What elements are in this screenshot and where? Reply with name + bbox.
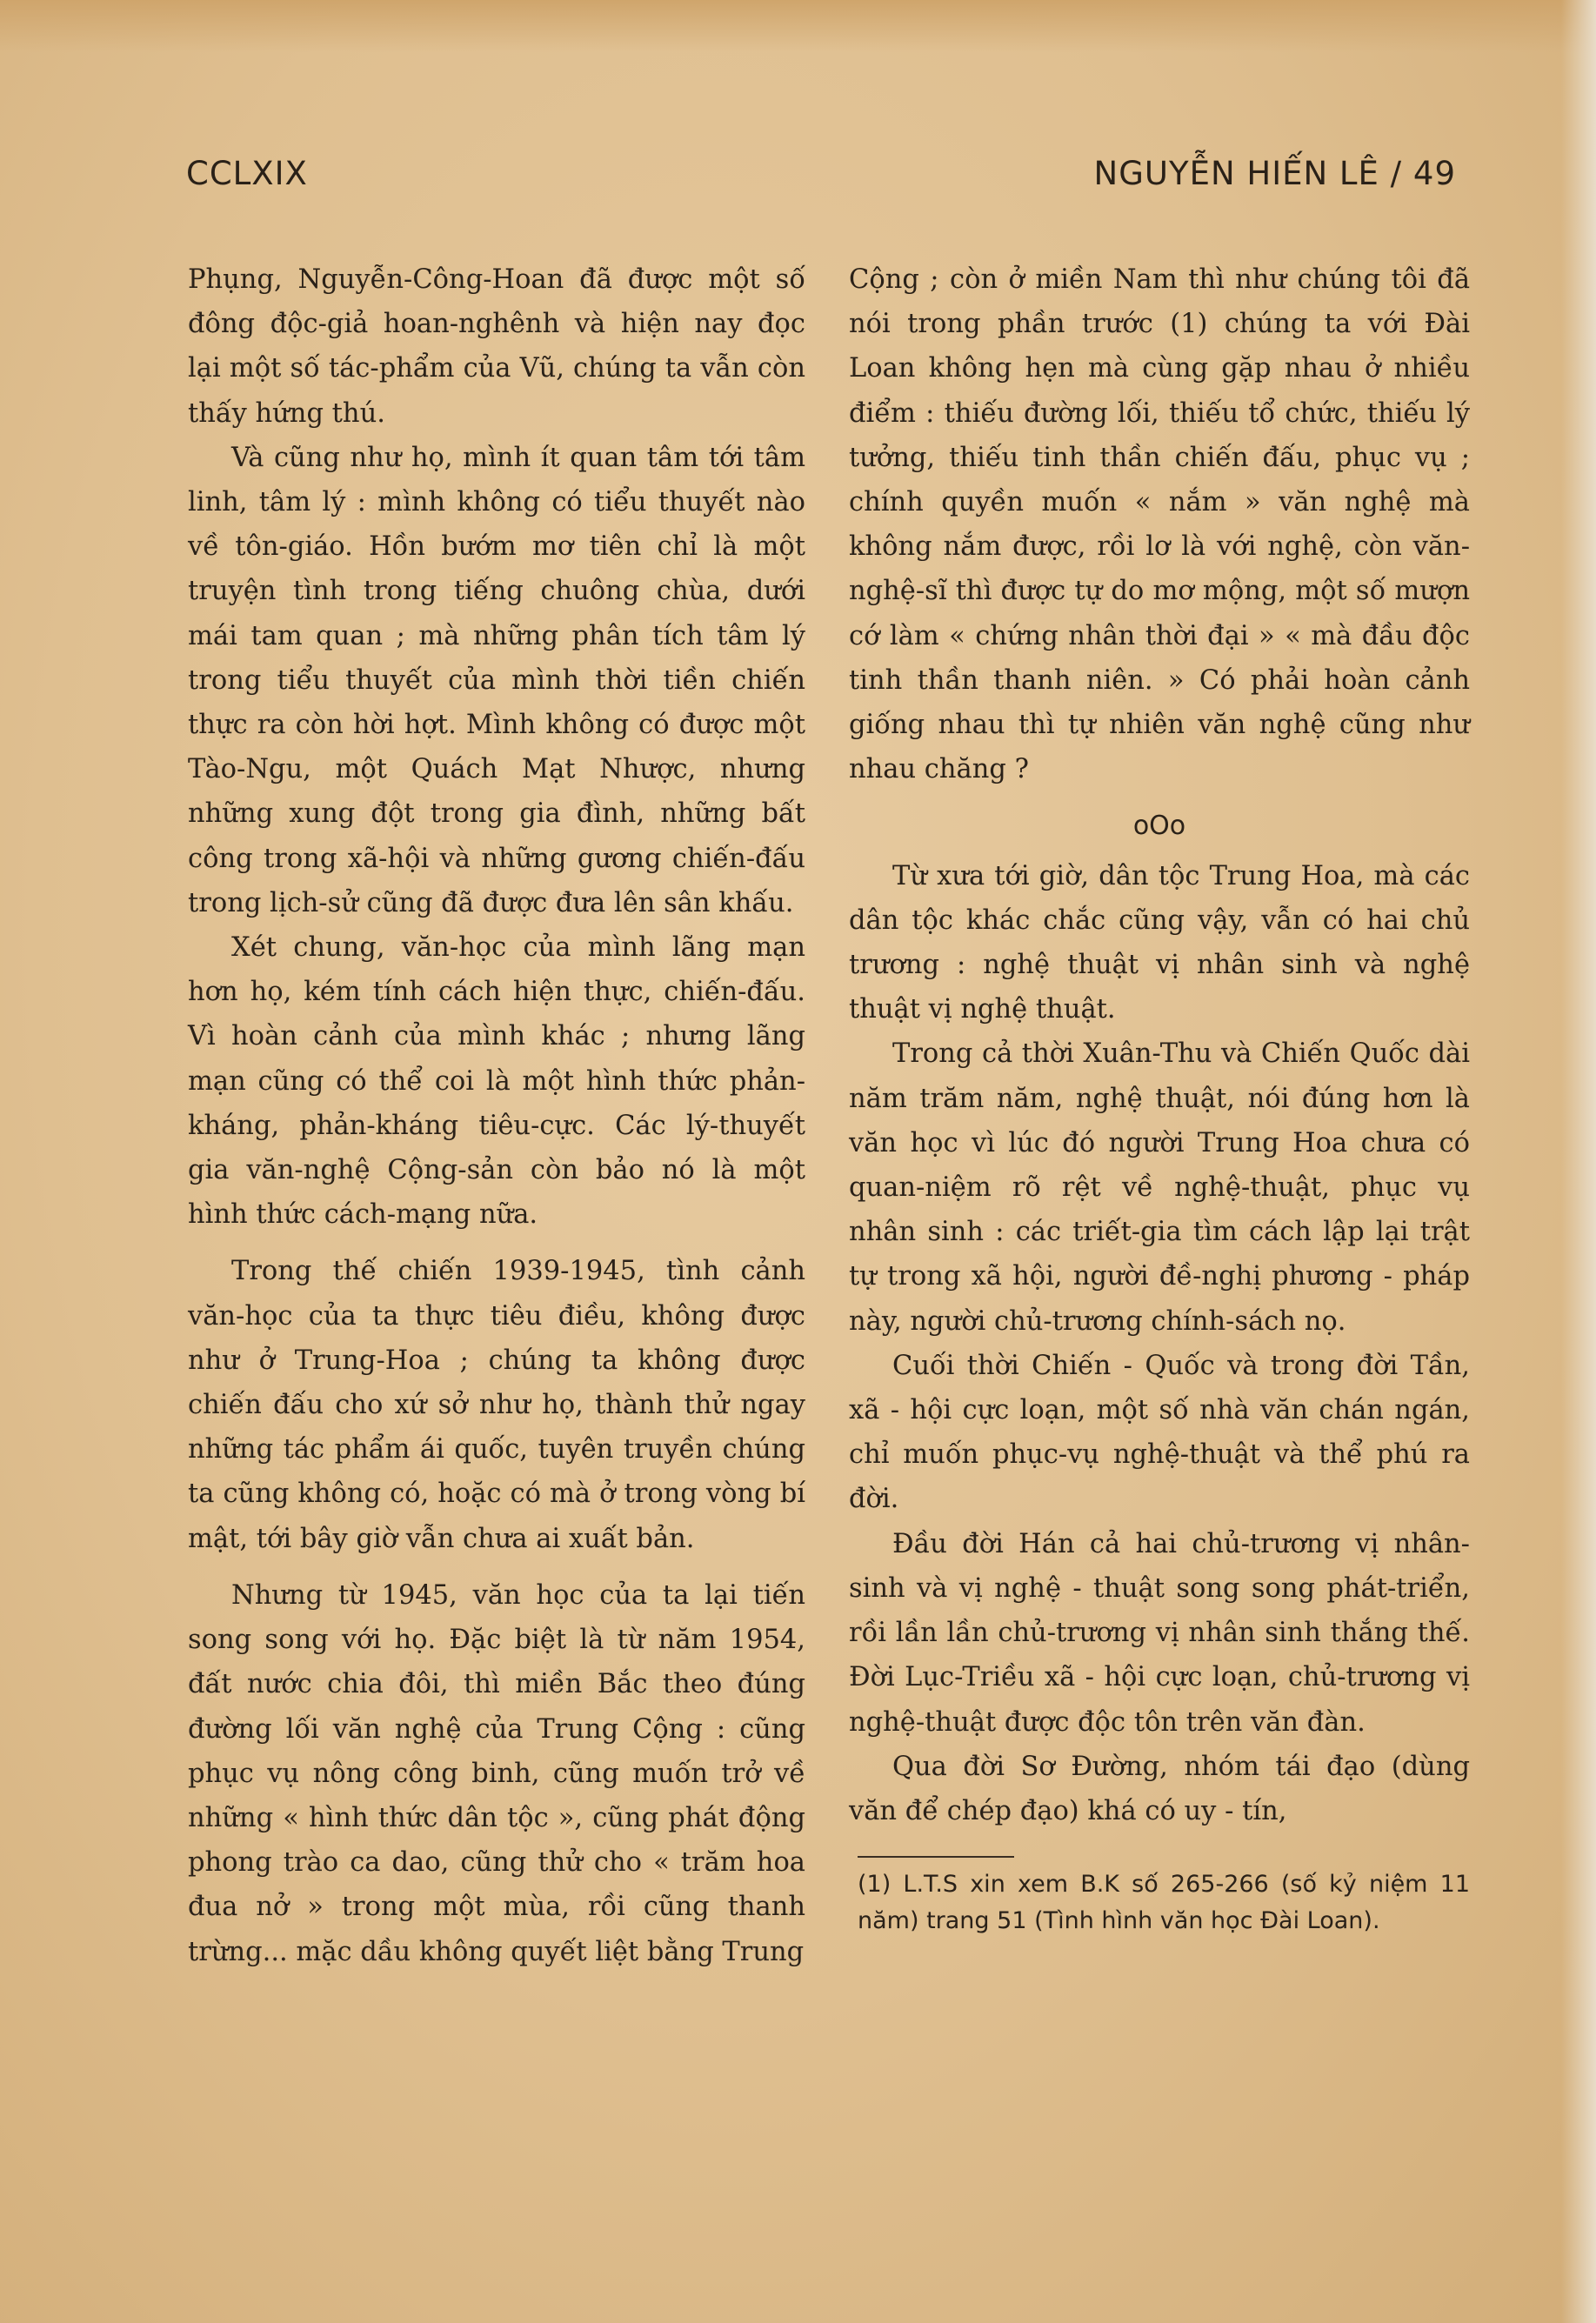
paragraph: Phụng, Nguyễn-Công-Hoan đã được một số đông độc-giả hoan-nghênh và hiện nay đọc lại một số tác-phẩm của Vũ, chúng ta vẫn còn thấy hứng thú.	[188, 264, 805, 429]
right-column	[849, 257, 1470, 1939]
paragraph: Cộng ; còn ở miền Nam thì như chúng tôi đã nói trong phần trước (1) chúng ta với Đài Loan không hẹn mà cùng gặp nhau ở nhiều điểm : thiếu đường lối, thiếu tổ chức, thiếu lý tưởng, thiếu tinh thần chiến đấu, phục vụ ; chính quyền muốn « nắm » văn nghệ mà không nắm được, rồi lơ là với nghệ, còn văn-nghệ-sĩ thì được tự do mơ mộng, một số mượn cớ làm « chứng nhân thời đại » « mà đầu độc tinh thần thanh niên. » Có phải hoàn cảnh giống nhau thì tự nhiên văn nghệ cũng như nhau chăng ?	[849, 264, 1470, 785]
paragraph: Từ xưa tới giờ, dân tộc Trung Hoa, mà các dân tộc khác chắc cũng vậy, vẫn có hai chủ trương : nghệ thuật vị nhân sinh và nghệ thuật vị nghệ thuật.	[849, 860, 1470, 1025]
footnote: (1) L.T.S xin xem B.K số 265-266 (số kỷ niệm 11 năm) trang 51 (Tình hình văn học Đài Loan).	[858, 1871, 1470, 1935]
header-author-page: NGUYỄN HIẾN LÊ / 49	[1093, 155, 1456, 192]
paragraph: Xét chung, văn-học của mình lãng mạn hơn họ, kém tính cách hiện thực, chiến-đấu. Vì hoàn cảnh của mình khác ; nhưng lãng mạn cũng có thể coi là một hình thức phản-kháng, phản-kháng tiêu-cực. Các lý-thuyết gia văn-nghệ Cộng-sản còn bảo nó là một hình thức cách-mạng nữa.	[188, 932, 805, 1231]
page-edge-highlight	[1561, 0, 1596, 2323]
paragraph: Qua đời Sơ Đường, nhóm tái đạo (dùng văn để chép đạo) khá có uy - tín,	[849, 1751, 1470, 1826]
paragraph: Nhưng từ 1945, văn học của ta lại tiến song song với họ. Đặc biệt là từ năm 1954, đất nước chia đôi, thì miền Bắc theo đúng đường lối văn nghệ của Trung Cộng : cũng phục vụ nông công binh, cũng muốn trở về những « hình thức dân tộc », cũng phát động phong trào ca dao, cũng thử cho « trăm hoa đua nở » trong một mùa, rồi cũng thanh trừng... mặc dầu không quyết liệt bằng Trung	[188, 1579, 805, 1967]
left-column	[188, 257, 805, 1974]
paragraph: Trong thế chiến 1939-1945, tình cảnh văn-học của ta thực tiêu điều, không được như ở Trung-Hoa ; chúng ta không được chiến đấu cho xứ sở như họ, thành thử ngay những tác phẩm ái quốc, tuyên truyền chúng ta cũng không có, hoặc có mà ở trong vòng bí mật, tới bây giờ vẫn chưa ai xuất bản.	[188, 1256, 805, 1554]
paragraph: Và cũng như họ, mình ít quan tâm tới tâm linh, tâm lý : mình không có tiểu thuyết nào về tôn-giáo. Hồn bướm mơ tiên chỉ là một truyện tình trong tiếng chuông chùa, dưới mái tam quan ; mà những phân tích tâm lý trong tiểu thuyết của mình thời tiền chiến thực ra còn hời hợt. Mình không có được một Tào-Ngu, một Quách Mạt Nhược, nhưng những xung đột trong gia đình, những bất công trong xã-hội và những gương chiến-đấu trong lịch-sử cũng đã được đưa lên sân khấu.	[188, 442, 805, 918]
page-edge-shadow	[0, 0, 1596, 52]
header-issue-number: CCLXIX	[186, 155, 308, 192]
paragraph: Cuối thời Chiến - Quốc và trong đời Tần, xã - hội cực loạn, một số nhà văn chán ngán, chỉ muốn phục-vụ nghệ-thuật và thể phú ra đời.	[849, 1350, 1470, 1515]
paragraph: Trong cả thời Xuân-Thu và Chiến Quốc dài năm trăm năm, nghệ thuật, nói đúng hơn là văn học vì lúc đó người Trung Hoa chưa có quan-niệm rõ rệt về nghệ-thuật, phục vụ nhân sinh : các triết-gia tìm cách lập lại trật tự trong xã hội, người đề-nghị phương - pháp này, người chủ-trương chính-sách nọ.	[849, 1038, 1470, 1337]
section-separator: oOo	[1132, 811, 1186, 842]
footnote-rule	[858, 1856, 1014, 1858]
paragraph: Đầu đời Hán cả hai chủ-trương vị nhân-sinh và vị nghệ - thuật song song phát-triển, rồi lần lần chủ-trương vị nhân sinh thắng thế. Đời Lục-Triều xã - hội cực loạn, chủ-trương vị nghệ-thuật được độc tôn trên văn đàn.	[849, 1528, 1470, 1738]
running-header	[186, 155, 1456, 207]
